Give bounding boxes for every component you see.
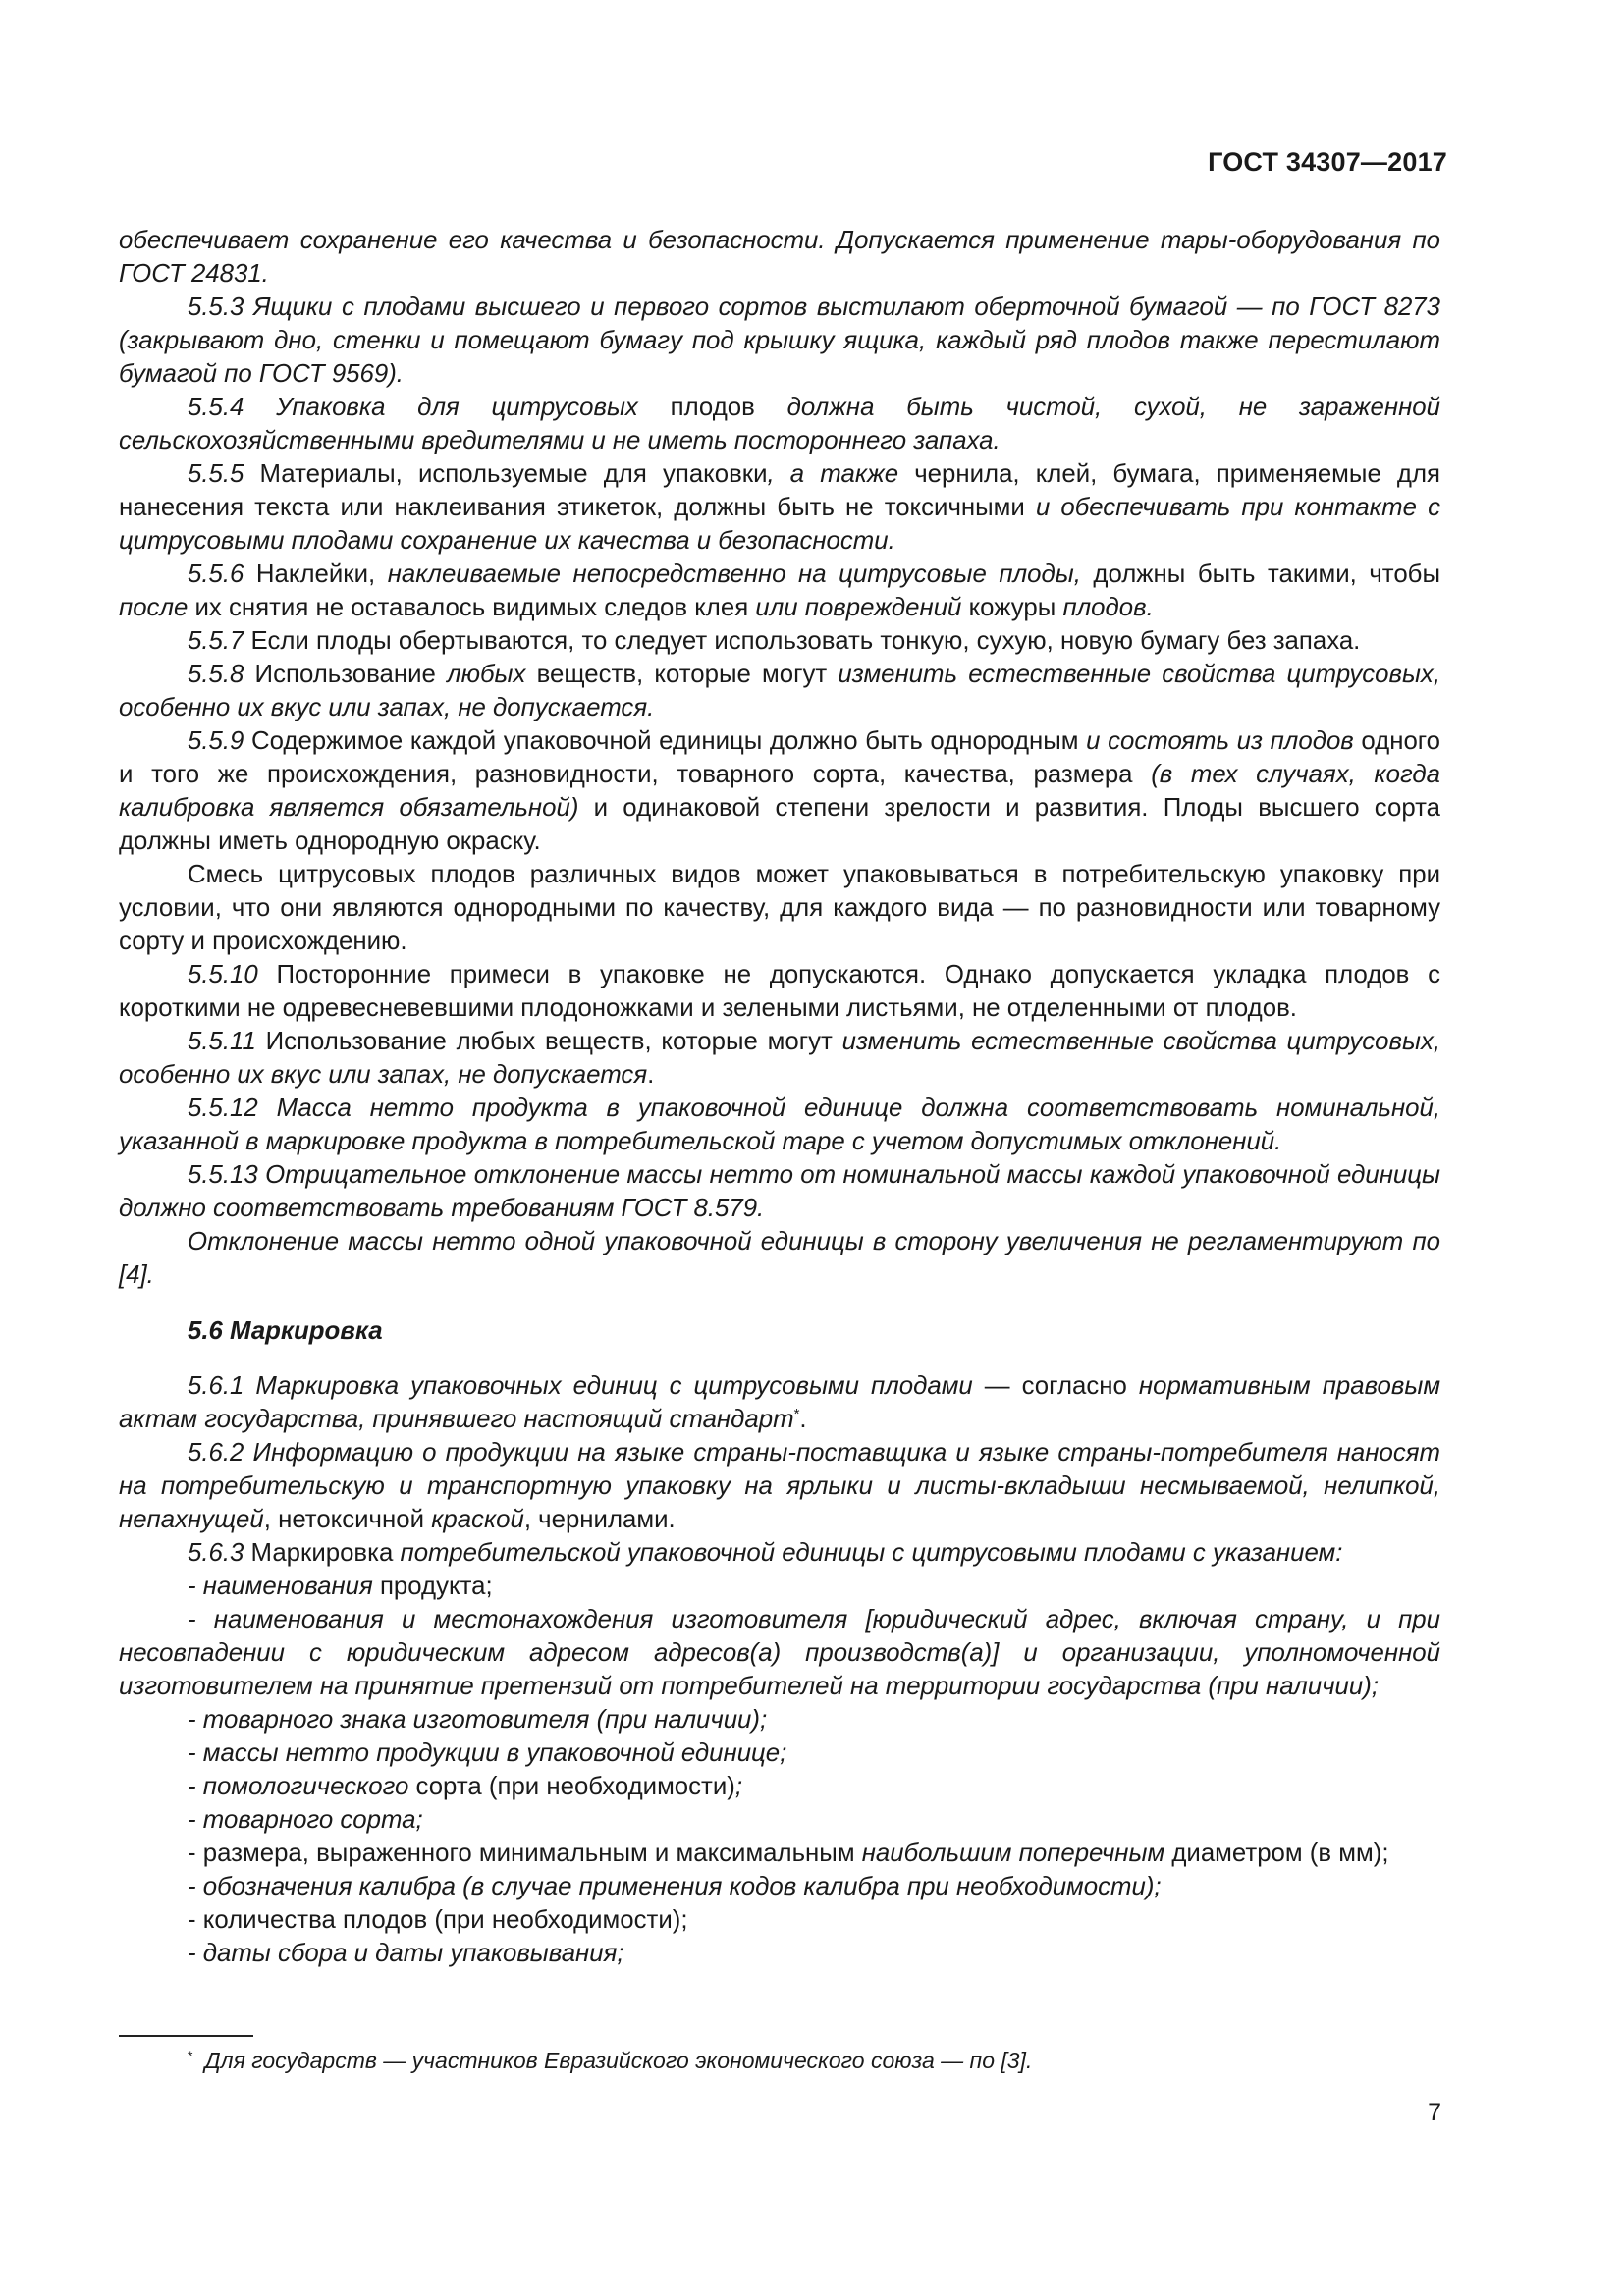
text-segment: потребительской упаковочной единицы с цитрусовыми плодами с указанием: bbox=[400, 1539, 1343, 1567]
text-segment: веществ, которые могут bbox=[525, 661, 839, 688]
text-segment: их снятия не оставалось видимых следов клея bbox=[188, 594, 756, 621]
paragraph bbox=[119, 1369, 1440, 1436]
text-segment: изменить естественные свойства цитрусовых, особенно их вкус или запах, не допускается bbox=[119, 1028, 1441, 1089]
paragraph bbox=[119, 1837, 1440, 1870]
text-segment: должны быть такими, чтобы bbox=[1080, 561, 1440, 588]
text-segment: - даты сбора и даты упаковывания; bbox=[188, 1940, 624, 1967]
text-segment: Если плоды обертываются, то следует использовать тонкую, сухую, новую бумагу без запаха. bbox=[244, 627, 1361, 655]
text-segment: (в тех случаях, когда калибровка является обязательной) bbox=[119, 761, 1440, 822]
text-segment: , а также bbox=[767, 460, 899, 488]
paragraph bbox=[119, 391, 1440, 457]
text-segment: Смесь цитрусовых плодов различных видов может упаковываться в потребительскую упаковку при условии, что они являются однородными по качеству, для каждого вида — по разновидности или товарному сорту и происхождению. bbox=[119, 861, 1440, 955]
text-segment: Наклейки, bbox=[244, 561, 388, 588]
text-segment: должна быть чистой, сухой, не зараженной сельскохозяйственными вредителями и не иметь постороннего запаха. bbox=[119, 394, 1440, 454]
page-number: 7 bbox=[1428, 2099, 1441, 2126]
text-segment: - массы нетто продукции в упаковочной единице; bbox=[188, 1739, 787, 1767]
paragraph bbox=[119, 1603, 1440, 1703]
text-segment: Использование bbox=[244, 661, 448, 688]
text-segment: одного и того же происхождения, разновидности, товарного сорта, качества, размера bbox=[119, 727, 1440, 788]
text-segment: 5.5.11 bbox=[188, 1028, 256, 1055]
text-segment: плодов. bbox=[1062, 594, 1154, 621]
text-segment: - наименования bbox=[188, 1573, 373, 1600]
text-segment: обеспечивает сохранение его качества и безопасности. Допускается применение тары-оборудования по ГОСТ 24831. bbox=[119, 227, 1440, 288]
paragraph bbox=[119, 1736, 1440, 1770]
text-segment: . bbox=[799, 1406, 807, 1433]
text-segment: продукта; bbox=[372, 1573, 493, 1600]
text-segment: и обеспечивать при контакте с цитрусовыми плодами сохранение их качества и безопасности. bbox=[119, 494, 1440, 555]
text-segment: 5.5.4 Упаковка для цитрусовых bbox=[188, 394, 638, 421]
footnote bbox=[188, 2046, 1415, 2075]
text-segment: чернила, клей, бумага, применяемые для нанесения текста или наклеивания этикеток, должны быть не токсичными bbox=[119, 460, 1441, 521]
paragraph bbox=[119, 1703, 1440, 1736]
paragraph bbox=[119, 1025, 1440, 1092]
text-segment: — согласно bbox=[972, 1372, 1139, 1400]
text-segment: 5.6.3 bbox=[188, 1539, 244, 1567]
paragraph bbox=[119, 224, 1440, 291]
paragraph bbox=[119, 457, 1440, 558]
text-segment: изменить естественные свойства цитрусовых, особенно их вкус или запах, не допускается. bbox=[119, 661, 1440, 721]
text-segment: , нетоксичной bbox=[263, 1506, 432, 1533]
text-segment: 5.5.3 Ящики с плодами высшего и первого сортов выстилают оберточной бумагой — по ГОСТ 8273 (закрывают дно, стенки и помещают бумагу под крышку ящика, каждый ряд плодов также перестилают бумагой по ГОСТ 9569). bbox=[119, 294, 1440, 388]
text-segment: - наименования и местонахождения изготовителя [юридический адрес, включая страну, и при несовпадении с юридическим адресом адресов(а) производств(а)] и организации, уполномоченной изготовителем на принятие претензий от потребителей на территории государства (при наличии); bbox=[119, 1606, 1440, 1700]
paragraph bbox=[119, 1092, 1440, 1158]
text-segment: Материалы, используемые для упаковки bbox=[244, 460, 768, 488]
text-segment: . bbox=[647, 1061, 655, 1089]
text-segment: нормативным правовым актам государства, принявшего настоящий стандарт bbox=[119, 1372, 1441, 1433]
text-segment: диаметром (в мм); bbox=[1164, 1840, 1389, 1867]
paragraph bbox=[119, 1770, 1440, 1803]
section-heading bbox=[119, 1314, 1440, 1348]
paragraph bbox=[119, 1803, 1440, 1837]
paragraph bbox=[119, 558, 1440, 624]
text-segment: 5.5.7 bbox=[188, 627, 244, 655]
text-segment: и одинаковой степени зрелости и развития. Плоды высшего сорта должны иметь однородную окраску. bbox=[119, 794, 1440, 855]
text-segment: наибольшим поперечным bbox=[861, 1840, 1165, 1867]
text-segment: 5.5.9 bbox=[188, 727, 244, 755]
paragraph bbox=[119, 658, 1440, 724]
text-segment: краской bbox=[431, 1506, 524, 1533]
text-segment: Маркировка bbox=[244, 1539, 401, 1567]
text-segment: или повреждений bbox=[755, 594, 962, 621]
paragraph bbox=[119, 1436, 1440, 1536]
text-segment: 5.5.12 Масса нетто продукта в упаковочной единице должна соответствовать номинальной, указанной в маркировке продукта в потребительской таре с учетом допустимых отклонений. bbox=[119, 1095, 1440, 1155]
text-segment: - товарного знака изготовителя (при наличии); bbox=[188, 1706, 768, 1734]
footnote-text: Для государств — участников Евразийского экономического союза — по [3]. bbox=[204, 2048, 1033, 2073]
paragraph bbox=[119, 1903, 1440, 1937]
text-segment: Посторонние примеси в упаковке не допускаются. Однако допускается укладка плодов с короткими не одревесневевшими плодоножками и зелеными листьями, не отделенными от плодов. bbox=[119, 961, 1440, 1022]
paragraph bbox=[119, 1536, 1440, 1570]
paragraph bbox=[119, 724, 1440, 858]
footnote-divider bbox=[119, 2035, 253, 2037]
text-segment: 5.6.2 Информацию о продукции на языке страны-поставщика и языке страны-потребителя наносят на потребительскую и транспортную упаковку на ярлыки и листы-вкладыши несмываемой, нелипкой, непахнущей bbox=[119, 1439, 1440, 1533]
text-segment: Содержимое каждой упаковочной единицы должно быть однородным bbox=[244, 727, 1087, 755]
paragraph bbox=[119, 1570, 1440, 1603]
text-segment: - помологического bbox=[188, 1773, 409, 1800]
text-segment: - обозначения калибра (в случае применения кодов калибра при необходимости); bbox=[188, 1873, 1162, 1900]
paragraph bbox=[119, 624, 1440, 658]
text-segment: кожуры bbox=[961, 594, 1063, 621]
document-body bbox=[119, 224, 1440, 1970]
text-segment: Отклонение массы нетто одной упаковочной единицы в сторону увеличения не регламентируют по [4]. bbox=[119, 1228, 1440, 1289]
text-segment: любых bbox=[447, 661, 526, 688]
text-segment: и состоять из плодов bbox=[1086, 727, 1354, 755]
text-segment: 5.6.1 Маркировка упаковочных единиц с цитрусовыми плодами bbox=[188, 1372, 973, 1400]
text-segment: наклеиваемые непосредственно на цитрусовые плоды, bbox=[387, 561, 1081, 588]
text-segment: 5.5.8 bbox=[188, 661, 244, 688]
text-segment: 5.5.10 bbox=[188, 961, 258, 988]
paragraph bbox=[119, 958, 1440, 1025]
document-header: ГОСТ 34307—2017 bbox=[1208, 147, 1447, 177]
footnote-mark: * bbox=[188, 2048, 193, 2063]
text-segment: , чернилами. bbox=[523, 1506, 676, 1533]
text-segment: плодов bbox=[637, 394, 787, 421]
text-segment: 5.6 Маркировка bbox=[188, 1317, 383, 1345]
text-segment: - количества плодов (при необходимости); bbox=[188, 1906, 688, 1934]
footnote-reference: * bbox=[793, 1406, 800, 1422]
paragraph bbox=[119, 1158, 1440, 1225]
paragraph bbox=[119, 1937, 1440, 1970]
text-segment: ; bbox=[734, 1773, 743, 1800]
text-segment: 5.5.6 bbox=[188, 561, 244, 588]
text-segment: сорта (при необходимости) bbox=[408, 1773, 735, 1800]
paragraph bbox=[119, 858, 1440, 958]
paragraph bbox=[119, 291, 1440, 391]
text-segment: 5.5.13 Отрицательное отклонение массы нетто от номинальной массы каждой упаковочной единицы должно соответствовать требованиям ГОСТ 8.579. bbox=[119, 1161, 1440, 1222]
text-segment: - размера, выраженного минимальным и максимальным bbox=[188, 1840, 862, 1867]
text-segment: Использование любых веществ, которые могут bbox=[255, 1028, 842, 1055]
paragraph bbox=[119, 1225, 1440, 1292]
text-segment: - товарного сорта; bbox=[188, 1806, 423, 1834]
text-segment: 5.5.5 bbox=[188, 460, 244, 488]
paragraph bbox=[119, 1870, 1440, 1903]
text-segment: после bbox=[119, 594, 189, 621]
